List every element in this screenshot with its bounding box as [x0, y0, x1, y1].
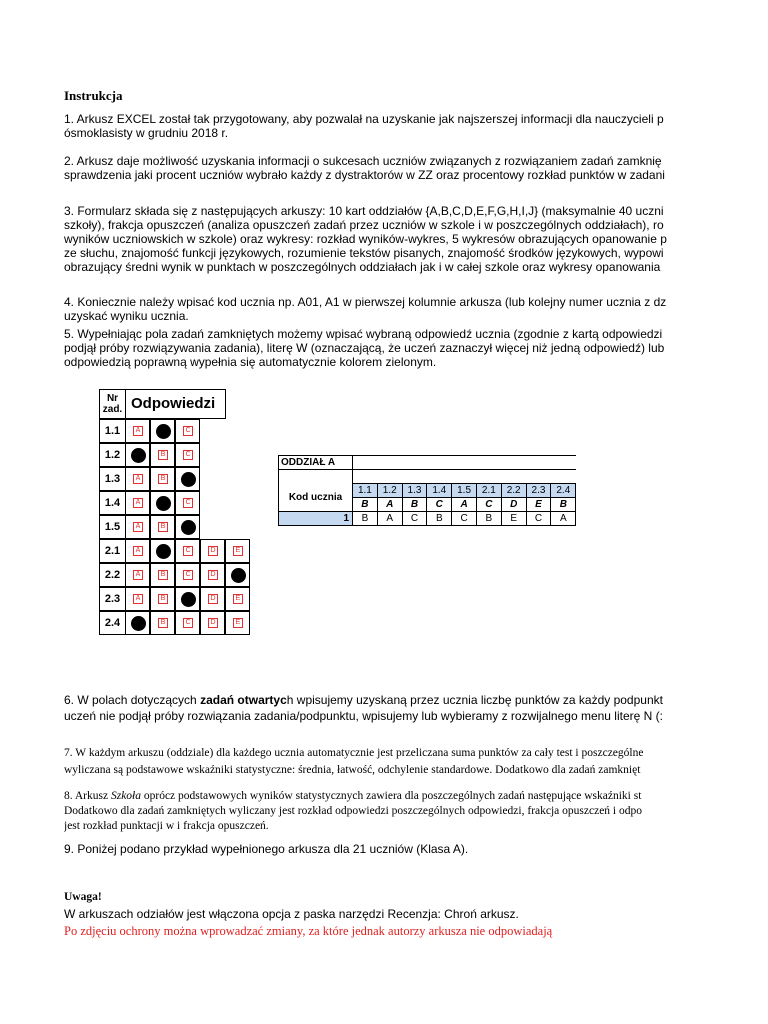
answer-option-cell — [175, 587, 200, 611]
answer-option-cell — [150, 419, 175, 443]
answer-option-box: C — [183, 546, 193, 556]
answer-key-cell: B — [551, 498, 576, 512]
answer-option-cell — [150, 587, 175, 611]
marked-answer-dot — [131, 616, 146, 631]
paragraph-7-line-1: 7. W każdym arkuszu (oddziale) dla każdego ucznia automatycznie jest przeliczana suma punktów za cały test i poszczególne — [64, 747, 644, 759]
answer-option-box: D — [208, 594, 218, 604]
paragraph-8-text-c: oprócz podstawowych wyników statystycznych zawiera dla poszczególnych zadań następujące wskaźniki st — [141, 790, 642, 802]
task-header: 2.2 — [501, 484, 526, 498]
answer-option-cell — [175, 563, 200, 587]
task-number: 1.1 — [99, 419, 126, 443]
answer-option-box: A — [133, 426, 143, 436]
marked-answer-dot — [181, 520, 196, 535]
paragraph-5-line-2: podjął próby rozwiązywania zadania), literę W (oznaczającą, że uczeń zaznaczył więcej niż jedną odpowiedź) lub — [64, 341, 665, 355]
answer-option-cell — [225, 611, 250, 635]
paragraph-2-line-1: 2. Arkusz daje możliwość uzyskania informacji o sukcesach uczniów związanych z rozwiązaniem zadań zamknię — [64, 154, 662, 168]
task-header: 1.2 — [377, 484, 402, 498]
answer-option-cell — [175, 491, 200, 515]
answer-option-cell — [200, 611, 225, 635]
answer-option-box: A — [133, 546, 143, 556]
answer-sheet-header-nr: Nr zad. — [99, 389, 126, 419]
answer-option-box: B — [158, 474, 168, 484]
paragraph-8-line-2: Dodatkowo dla zadań zamkniętych wyliczany jest rozkład odpowiedzi poszczególnych odpowiedzi, frakcja opuszczeń i odpo — [64, 805, 642, 817]
marked-answer-dot — [156, 544, 171, 559]
paragraph-8-italic-text: Szkoła — [110, 790, 141, 802]
answer-option-box: E — [233, 594, 243, 604]
task-number: 1.4 — [99, 491, 126, 515]
answer-option-cell — [175, 419, 200, 443]
answer-key-cell: A — [377, 498, 402, 512]
answer-option-box: A — [133, 570, 143, 580]
kod-ucznia-label: Kod ucznia — [279, 484, 353, 512]
task-header: 1.5 — [452, 484, 477, 498]
answer-option-cell — [125, 515, 150, 539]
answer-option-cell — [150, 467, 175, 491]
answer-option-cell — [175, 539, 200, 563]
answer-option-box: C — [183, 498, 193, 508]
paragraph-8-line-1 — [64, 789, 696, 803]
student-code-cell: 1 — [279, 512, 353, 526]
paragraph-6-bold-text: zadań otwartyc — [200, 693, 287, 707]
task-number: 2.4 — [99, 611, 126, 635]
answer-option-box: A — [133, 498, 143, 508]
answer-option-box: C — [183, 426, 193, 436]
paragraph-9-line-1: 9. Poniżej podano przykład wypełnionego arkusza dla 21 uczniów (Klasa A). — [64, 842, 469, 856]
task-number: 1.3 — [99, 467, 126, 491]
answer-option-cell — [150, 443, 175, 467]
task-header: 2.1 — [476, 484, 501, 498]
paragraph-3-line-4: ze słuchu, znajomość funkcji językowych, rozumienie tekstów pisanych, znajomość środków językowych, wypowi — [64, 246, 664, 260]
answer-option-cell — [225, 563, 250, 587]
paragraph-3-line-5: obrazujący średni wynik w punktach w poszczególnych oddziałach jak i w całej szkole oraz wykresy opanowania — [64, 260, 661, 274]
answer-key-cell: B — [353, 498, 378, 512]
paragraph-1-line-1: 1. Arkusz EXCEL został tak przygotowany, aby pozwalał na uzyskanie jak najszerszej informacji dla nauczycieli p — [64, 112, 664, 126]
answer-option-cell — [150, 611, 175, 635]
answer-key-cell: D — [501, 498, 526, 512]
paragraph-1-line-2: ósmoklasisty w grudniu 2018 r. — [64, 126, 229, 140]
paragraph-4-line-2: uzyskać wyniku ucznia. — [64, 309, 189, 323]
answer-option-cell — [200, 587, 225, 611]
student-answer-cell: A — [377, 512, 402, 526]
paragraph-6-line-2: uczeń nie podjął próby rozwiązania zadania/podpunktu, wpisujemy lub wybieramy z rozwijalnego menu literę N (: — [64, 709, 663, 723]
answer-option-box: C — [183, 618, 193, 628]
marked-answer-dot — [131, 448, 146, 463]
oddzial-label: ODDZIAŁ A — [279, 456, 353, 470]
answer-option-box: A — [133, 474, 143, 484]
uwaga-line-2-warning: Po zdjęciu ochrony można wprowadzać zmiany, za które jednak autorzy arkusza nie odpowiadają — [64, 924, 553, 938]
answer-option-box: B — [158, 522, 168, 532]
page-title: Instrukcja — [64, 88, 123, 103]
answer-sheet — [99, 389, 259, 637]
task-number: 1.5 — [99, 515, 126, 539]
task-number: 1.2 — [99, 443, 126, 467]
answer-option-cell — [150, 515, 175, 539]
task-header: 1.3 — [402, 484, 427, 498]
answer-option-box: B — [158, 618, 168, 628]
student-answer-cell: A — [551, 512, 576, 526]
student-answer-cell: E — [501, 512, 526, 526]
answer-option-cell — [200, 539, 225, 563]
answer-key-cell: B — [402, 498, 427, 512]
answer-key-cell: C — [427, 498, 452, 512]
student-answer-cell: C — [526, 512, 551, 526]
task-number: 2.2 — [99, 563, 126, 587]
answer-option-cell — [175, 443, 200, 467]
answer-option-box: B — [158, 570, 168, 580]
answer-option-box: B — [158, 450, 168, 460]
uwaga-title: Uwaga! — [64, 891, 102, 903]
answer-option-box: A — [133, 522, 143, 532]
student-answer-cell: B — [427, 512, 452, 526]
answer-sheet-header-odpowiedzi: Odpowiedzi — [125, 389, 226, 419]
answer-option-cell — [125, 443, 150, 467]
answer-key-cell: A — [452, 498, 477, 512]
paragraph-7-line-2: wyliczana są podstawowe wskaźniki statystyczne: średnia, łatwość, odchylenie standardowe. Dodatkowo dla zadań zamknięt — [64, 764, 641, 776]
answer-option-cell — [125, 539, 150, 563]
paragraph-3-line-3: wyników uczniowskich w szkole) oraz wykresy: rozkład wyników-wykres, 5 wykresów obrazujących opanowanie p — [64, 232, 667, 246]
answer-option-cell — [150, 491, 175, 515]
answer-option-box: D — [208, 546, 218, 556]
answer-option-cell — [150, 563, 175, 587]
answer-option-box: D — [208, 570, 218, 580]
task-number: 2.3 — [99, 587, 126, 611]
student-answer-cell: B — [353, 512, 378, 526]
answer-option-cell — [225, 539, 250, 563]
task-header: 2.3 — [526, 484, 551, 498]
answer-option-box: E — [233, 546, 243, 556]
answer-option-cell — [175, 611, 200, 635]
paragraph-8-line-3: jest rozkład punktacji w i frakcja opuszczeń. — [64, 820, 269, 832]
paragraph-3-line-2: szkoły), frakcja opuszczeń (analiza opuszczeń zadań przez uczniów w szkole i w poszczególnych oddziałach), ro — [64, 218, 664, 232]
paragraph-6-line-1 — [64, 693, 696, 707]
student-answer-cell: B — [476, 512, 501, 526]
paragraph-5-line-3: odpowiedzią poprawną wypełnia się automatycznie kolorem zielonym. — [64, 355, 437, 369]
answer-key-cell: E — [526, 498, 551, 512]
task-header: 1.4 — [427, 484, 452, 498]
paragraph-8-text-a: 8. Arkusz — [64, 790, 111, 802]
task-header: 2.4 — [551, 484, 576, 498]
answer-option-cell — [200, 563, 225, 587]
answer-option-cell — [125, 611, 150, 635]
task-number: 2.1 — [99, 539, 126, 563]
answer-option-cell — [175, 515, 200, 539]
answer-option-box: C — [183, 570, 193, 580]
paragraph-3-line-1: 3. Formularz składa się z następujących arkuszy: 10 kart oddziałów {A,B,C,D,E,F,G,H,I,J} (maksymalnie 40 uczni — [64, 204, 664, 218]
student-answer-cell: C — [402, 512, 427, 526]
excel-example-table — [278, 455, 576, 529]
answer-option-cell — [125, 587, 150, 611]
answer-option-box: D — [208, 618, 218, 628]
paragraph-2-line-2: sprawdzenia jaki procent uczniów wybrało każdy z dystraktorów w ZZ oraz procentowy rozkład punktów w zadani — [64, 168, 665, 182]
paragraph-4-line-1: 4. Koniecznie należy wpisać kod ucznia np. A01, A1 w pierwszej kolumnie arkusza (lub kolejny numer ucznia z dz — [64, 295, 667, 309]
marked-answer-dot — [231, 568, 246, 583]
marked-answer-dot — [156, 496, 171, 511]
answer-option-box: A — [133, 594, 143, 604]
marked-answer-dot — [156, 424, 171, 439]
student-answer-cell: C — [452, 512, 477, 526]
answer-option-cell — [125, 467, 150, 491]
paragraph-6-text-a: 6. W polach dotyczących — [64, 693, 201, 707]
answer-option-box: E — [233, 618, 243, 628]
answer-option-cell — [150, 539, 175, 563]
answer-option-box: C — [183, 450, 193, 460]
uwaga-line-1: W arkuszach odziałów jest włączona opcja z paska narzędzi Recenzja: Chroń arkusz. — [64, 907, 519, 921]
paragraph-5-line-1: 5. Wypełniając pola zadań zamkniętych możemy wpisać wybraną odpowiedź ucznia (zgodnie z kartą odpowiedzi — [64, 327, 663, 341]
task-header: 1.1 — [353, 484, 378, 498]
answer-option-cell — [125, 419, 150, 443]
answer-option-box: B — [158, 594, 168, 604]
paragraph-6-text-c: h wpisujemy uzyskaną przez ucznia liczbę punktów za każdy podpunkt — [286, 693, 663, 707]
answer-option-cell — [125, 563, 150, 587]
answer-option-cell — [175, 467, 200, 491]
answer-key-cell: C — [476, 498, 501, 512]
answer-option-cell — [125, 491, 150, 515]
marked-answer-dot — [181, 472, 196, 487]
marked-answer-dot — [181, 592, 196, 607]
answer-option-cell — [225, 587, 250, 611]
